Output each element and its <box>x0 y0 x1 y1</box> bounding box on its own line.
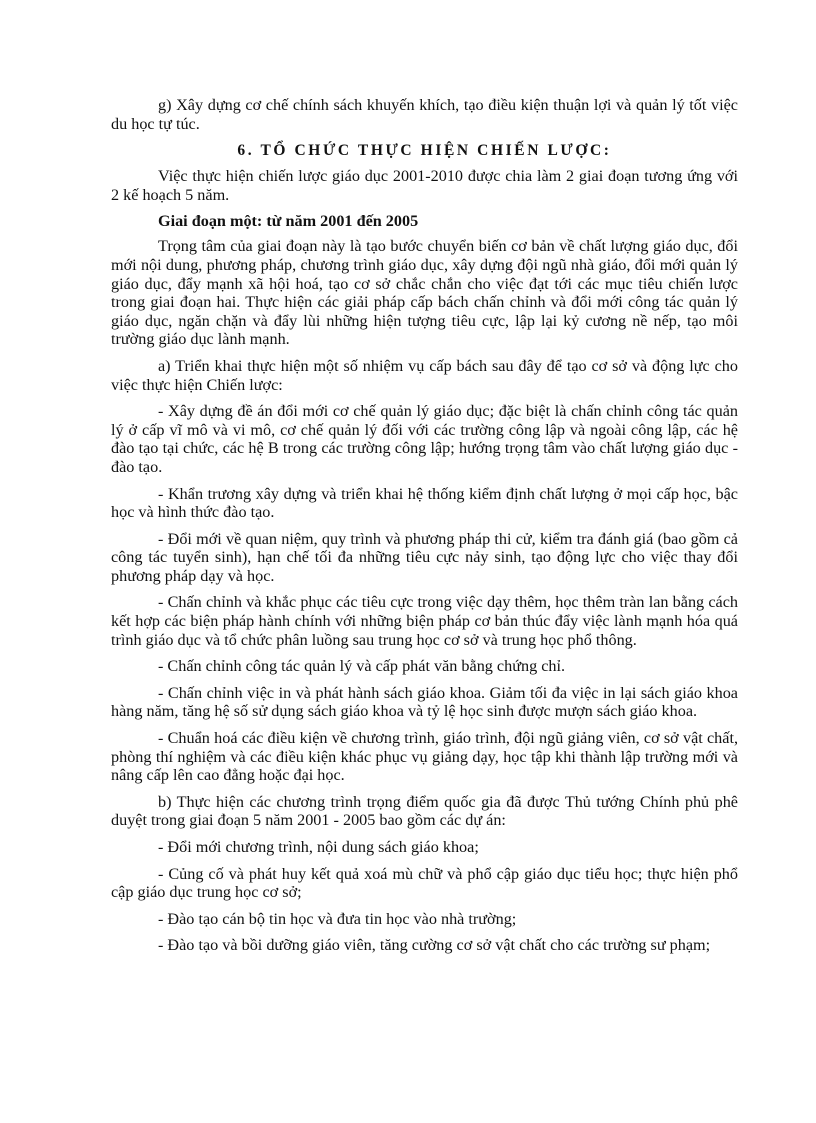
program-item: - Củng cố và phát huy kết quả xoá mù chữ và phổ cập giáo dục tiểu học; thực hiện phổ cập giáo dục trung học cơ sở; <box>111 864 738 902</box>
program-item: - Đào tạo cán bộ tin học và đưa tin học vào nhà trường; <box>158 909 517 928</box>
urgent-task-item: - Xây dựng đề án đổi mới cơ chế quản lý giáo dục; đặc biệt là chấn chỉnh công tác quản lý ở cấp vĩ mô và vi mô, cơ chế quản lý đối với các trường công lập và ngoài công lập, các hệ đào tạo tại chức, các hệ B trong các trường công lập; hướng trọng tâm vào chất lượng giáo dục - đào tạo. <box>111 402 738 476</box>
urgent-tasks-intro: a) Triển khai thực hiện một số nhiệm vụ cấp bách sau đây để tạo cơ sở và động lực cho việc thực hiện Chiến lược: <box>111 356 738 394</box>
section-intro-paragraph: Việc thực hiện chiến lược giáo dục 2001-2010 được chia làm 2 giai đoạn tương ứng với 2 kế hoạch 5 năm. <box>111 167 738 204</box>
document-page <box>111 96 738 963</box>
urgent-task-item: - Khẩn trương xây dựng và triển khai hệ thống kiểm định chất lượng ở mọi cấp học, bậc học và hình thức đào tạo. <box>111 484 738 522</box>
urgent-task-item: - Chấn chỉnh việc in và phát hành sách giáo khoa. Giảm tối đa việc in lại sách giáo khoa hàng năm, tăng hệ số sử dụng sách giáo khoa và tỷ lệ học sinh được mượn sách giáo khoa. <box>111 683 738 721</box>
section-heading: 6. TỔ CHỨC THỰC HIỆN CHIẾN LƯỢC: <box>237 142 612 160</box>
urgent-task-item: - Chấn chỉnh và khắc phục các tiêu cực trong việc dạy thêm, học thêm tràn lan bằng cách kết hợp các biện pháp hành chính với những biện pháp cơ bản thúc đẩy việc lành mạnh hóa quá trình giáo dục và tổ chức phân luồng sau trung học cơ sở và trung học phổ thông. <box>111 593 738 649</box>
urgent-task-item: - Chấn chỉnh công tác quản lý và cấp phát văn bằng chứng chỉ. <box>158 657 566 676</box>
intro-paragraph: g) Xây dựng cơ chế chính sách khuyến khích, tạo điều kiện thuận lợi và quản lý tốt việc du học tự túc. <box>111 96 738 133</box>
program-item: - Đổi mới chương trình, nội dung sách giáo khoa; <box>158 838 479 856</box>
urgent-task-item: - Chuẩn hoá các điều kiện về chương trình, giáo trình, đội ngũ giảng viên, cơ sở vật chất, phòng thí nghiệm và các điều kiện khác phục vụ giảng dạy, học tập khi thành lập trường mới và nâng cấp lên cao đẳng hoặc đại học. <box>111 729 738 785</box>
urgent-task-item: - Đổi mới về quan niệm, quy trình và phương pháp thi cử, kiểm tra đánh giá (bao gồm cả công tác tuyển sinh), hạn chế tối đa những tiêu cực nảy sinh, tạo động lực cho việc thay đổi phương pháp dạy và học. <box>111 529 738 585</box>
phase-focus-paragraph: Trọng tâm của giai đoạn này là tạo bước chuyển biến cơ bản về chất lượng giáo dục, đổi mới nội dung, phương pháp, chương trình giáo dục, xây dựng đội ngũ nhà giáo, đổi mới quản lý giáo dục, đẩy mạnh xã hội hoá, tạo cơ sở chắc chắn cho việc đạt tới các mục tiêu chiến lược trong giai đoạn hai. Thực hiện các giải pháp cấp bách chấn chỉnh và đổi mới công tác quản lý giáo dục, ngăn chặn và đẩy lùi những hiện tượng tiêu cực, lập lại kỷ cương nề nếp, tạo môi trường giáo dục lành mạnh. <box>111 237 738 349</box>
program-item: - Đào tạo và bồi dưỡng giáo viên, tăng cường cơ sở vật chất cho các trường sư phạm; <box>158 936 711 955</box>
programs-intro: b) Thực hiện các chương trình trọng điểm quốc gia đã được Thủ tướng Chính phủ phê duyệt trong giai đoạn 5 năm 2001 - 2005 bao gồm các dự án: <box>111 792 738 830</box>
phase-heading: Giai đoạn một: từ năm 2001 đến 2005 <box>158 212 419 231</box>
